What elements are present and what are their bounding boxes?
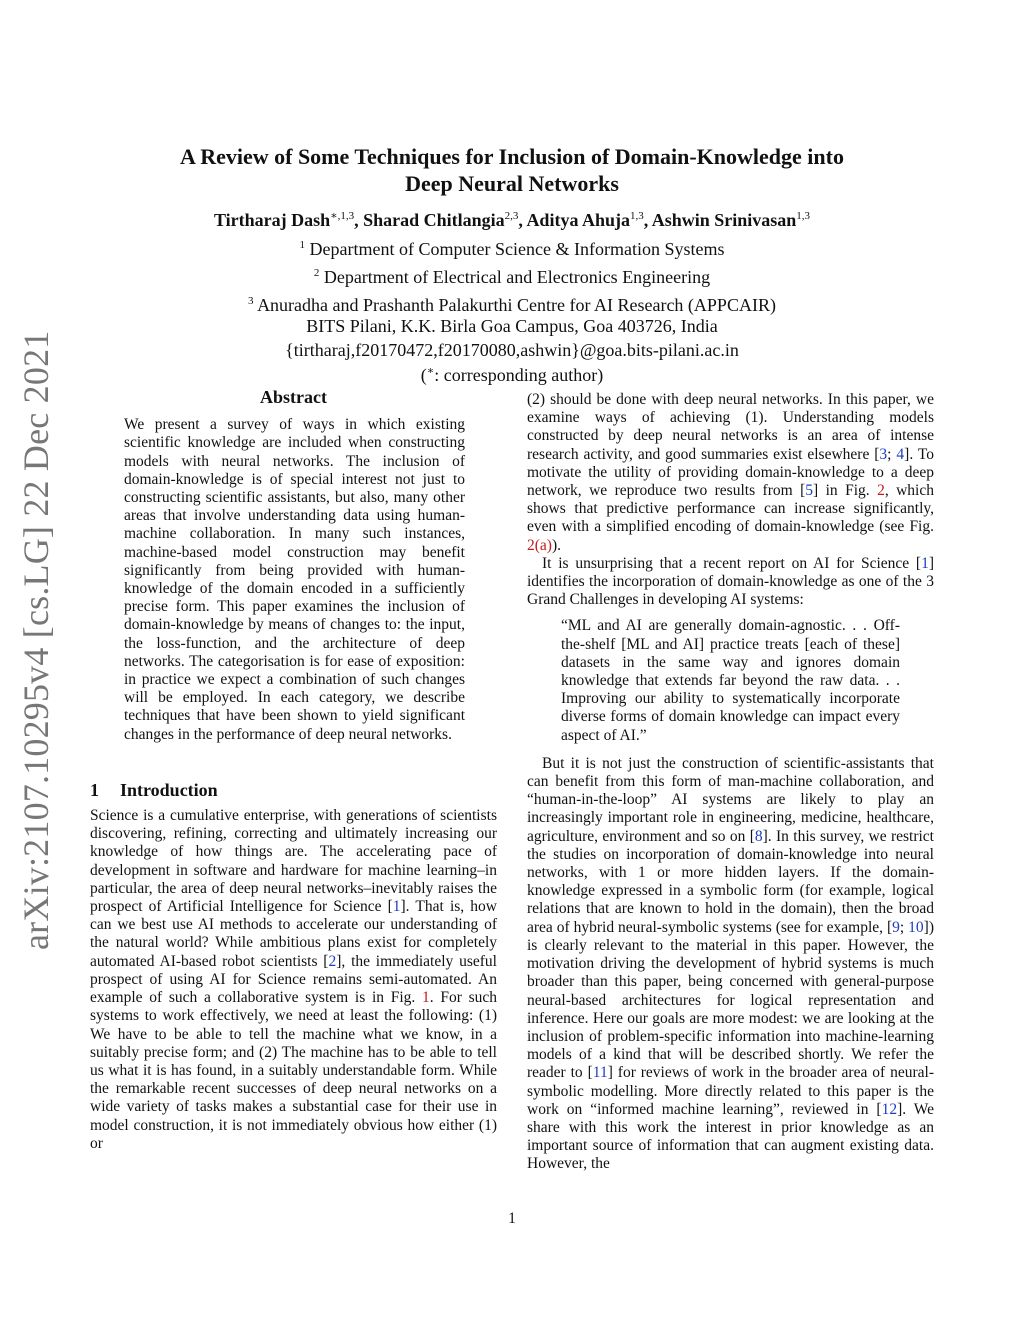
affiliation-3: $^3$ Anuradha and Prashanth Palakurthi Centre for AI Research (APPCAIR) — [248, 295, 776, 315]
body-paragraph: But it is not just the construction of scientific-assistants that can benefit from this form of man-machine collaboration, and “human-in-the-loop” AI systems are likely to play an increasingly important role in engineering, medicine, healthcare, agriculture, environment and so on [8]. In this survey, we restrict the studies on incorporation of domain-knowledge into neural networks, with 1 or more hidden layers. If the domain-knowledge expressed in a symbolic form (for example, logical relations that are known to hold in the domain), then the broad area of hybrid neural-symbolic systems (see for example, [9; 10]) is clearly relevant to the material in this paper. However, the motivation driving the development of hybrid systems is much broader than this paper, being concerned with general-purpose neural-based architectures for logical representation and inference. Here our goals are more modest: we are looking at the inclusion of problem-specific information into machine-learning models of a kind that will be described shortly. We refer the reader to [11] for reviews of work in the broader area of neural-symbolic modelling. More directly related to this paper is the work on “informed machine learning”, reviewed in [12]. We share with this work the interest in prior knowledge as an important source of information that can augment existing data. However, the — [527, 754, 935, 1173]
citation-link[interactable]: 10 — [908, 918, 924, 936]
author-name: Tirtharaj Dash — [213, 210, 331, 230]
citation-link[interactable]: 2 — [328, 952, 337, 970]
author-affil-sup: 1,3 — [796, 210, 811, 222]
citation-link[interactable]: 9 — [892, 918, 900, 936]
author-affil-sup: 2,3 — [504, 210, 519, 222]
arxiv-identifier: arXiv:2107.10295v4 [cs.LG] 22 Dec 2021 — [16, 330, 56, 950]
citation-link[interactable]: 4 — [896, 445, 905, 463]
abstract-body: We present a survey of ways in which existing scientific knowledge are included when constructing models with neural networks. The inclusion of domain-knowledge is of special interest not just to constructing scientific assistants, but also, many other areas that involve understanding data using human-machine collaboration. In many such instances, machine-based model construction may benefit significantly from being provided with human-knowledge of the domain encoded in a sufficiently precise form. This paper examines the inclusion of domain-knowledge by means of changes to: the input, the loss-function, and the architecture of deep networks. The categorisation is for ease of exposition: in practice we expect a combination of such changes will be employed. In each category, we describe techniques that have been shown to yield significant changes in the performance of deep neural networks. — [124, 416, 465, 743]
citation-link[interactable]: 11 — [592, 1064, 608, 1082]
citation-link[interactable]: 12 — [881, 1100, 898, 1118]
left-column — [90, 388, 497, 1153]
author-name: Ashwin Srinivasan — [651, 210, 797, 230]
affiliation-1: $^1$ Department of Computer Science & Information Systems — [299, 239, 725, 259]
block-quote: “ML and AI are generally domain-agnostic. . . Off-the-shelf [ML and AI] practice treats [each of these] datasets in the same way and ignores domain knowledge that extends far beyond the raw data. . . Improving our ability to systematically incorporate diverse forms of domain knowledge can impact every aspect of AI.” — [561, 617, 900, 744]
right-column — [527, 391, 934, 1174]
author-affil-sup: 1,3 — [629, 210, 644, 222]
author-name: Aditya Ahuja — [526, 210, 630, 230]
author-affil-sup: ∗,1,3 — [330, 210, 355, 222]
figure-link[interactable]: 1 — [422, 989, 430, 1007]
affiliations — [90, 235, 934, 386]
intro-paragraph: Science is a cumulative enterprise, with generations of scientists discovering, refining, correcting and ultimately increasing our knowledge of how things are. The accelerating pace of development in software and hardware for machine learning–in particular, the area of deep neural networks–inevitably raises the prospect of Artificial Intelligence for Science [1]. That is, how can we best use AI methods to accelerate our understanding of the natural world? While ambitious plans exist for completely automated AI-based robot scientists [2], the immediately useful prospect of using AI for Science remains semi-automated. An example of such a collaborative system is in Fig. 1. For such systems to work effectively, we need at least the following: (1) We have to be able to tell the machine what we know, in a suitably precise form; and (2) The machine has to be able to tell us what it is has found, in a suitably understandable form. While the remarkable recent successes of deep neural networks on a wide variety of tasks makes a substantial case for their use in model construction, it is not immediately obvious how either (1) or — [90, 807, 497, 1152]
author-list: Tirtharaj Dash$^{∗,1,3}$, Sharad Chitlangia$^{2,3}$, Aditya Ahuja$^{1,3}$, Ashwin Srinivasan$^{1,3}$ — [213, 210, 811, 230]
paper-header — [90, 143, 934, 386]
corresponding-author-note: (∗: corresponding author) — [420, 365, 604, 385]
abstract-heading: Abstract — [260, 387, 327, 407]
section-heading-introduction: 1 Introduction — [90, 779, 218, 800]
affiliation-2: $^2$ Department of Electrical and Electronics Engineering — [313, 267, 711, 287]
figure-link[interactable]: 2 — [877, 482, 885, 500]
citation-link[interactable]: 1 — [921, 554, 929, 572]
citation-link[interactable]: 1 — [392, 898, 401, 916]
page-number: 1 — [508, 1210, 516, 1227]
citation-link[interactable]: 5 — [805, 482, 814, 500]
figure-link[interactable]: 2(a) — [527, 536, 552, 554]
body-paragraph: (2) should be done with deep neural networks. In this paper, we examine ways of achieving (1). Understanding models constructed by deep neural networks is an area of intense research activity, and good summaries exist elsewhere [3; 4]. To motivate the utility of providing domain-knowledge to a deep network, we reproduce two results from [5] in Fig. 2, which shows that predictive performance can increase significantly, even with a simplified encoding of domain-knowledge (see Fig. 2(a)). — [527, 391, 934, 554]
author-emails: {tirtharaj,f20170472,f20170080,ashwin}@goa.bits-pilani.ac.in — [285, 340, 739, 360]
affiliation-3-address: BITS Pilani, K.K. Birla Goa Campus, Goa 403726, India — [306, 316, 718, 336]
citation-link[interactable]: 3 — [879, 445, 888, 463]
body-paragraph: It is unsurprising that a recent report on AI for Science [1] identifies the incorporation of domain-knowledge as one of the 3 Grand Challenges in developing AI systems: — [527, 554, 934, 609]
paper-title: A Review of Some Techniques for Inclusion of Domain-Knowledge into Deep Neural Networks — [180, 144, 844, 196]
author-name: Sharad Chitlangia — [363, 210, 505, 230]
citation-link[interactable]: 8 — [754, 827, 763, 845]
